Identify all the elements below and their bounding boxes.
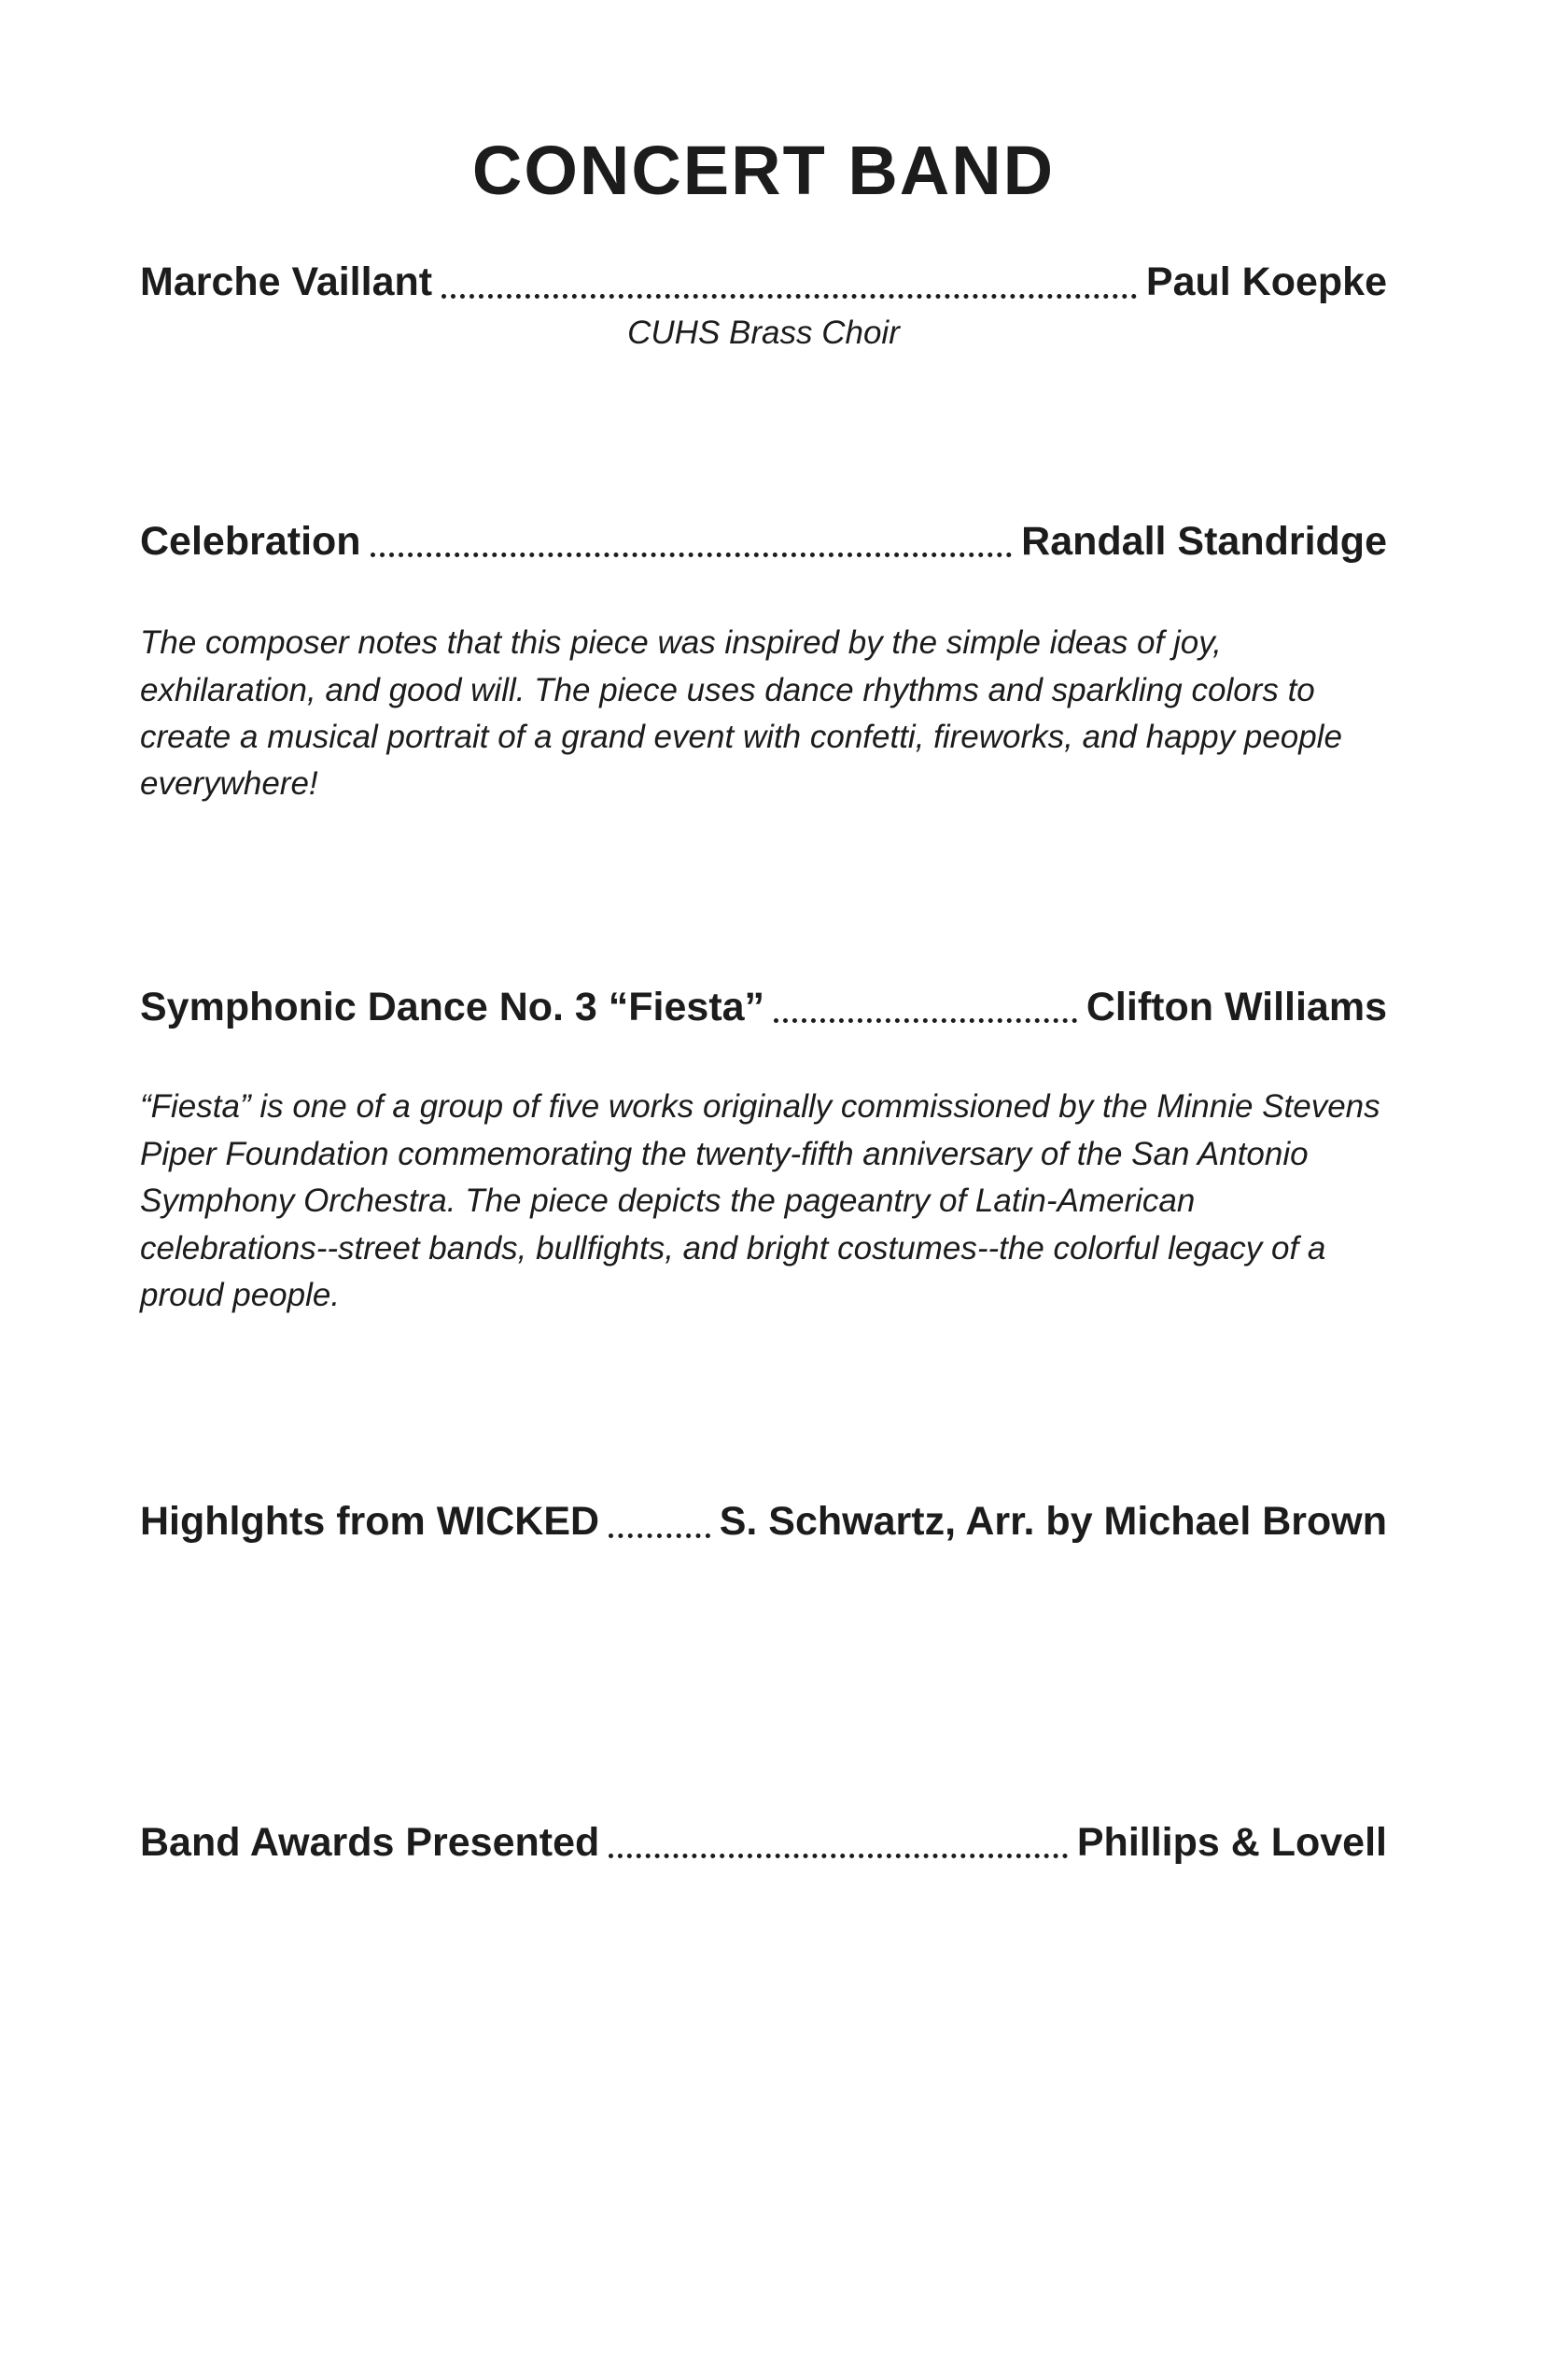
- composer-name: Phillips & Lovell: [1076, 1819, 1387, 1865]
- composer-name: Randall Standridge: [1021, 518, 1387, 564]
- composer-name: Paul Koepke: [1145, 259, 1387, 304]
- program-entry: [140, 259, 1387, 307]
- dotted-leader: [609, 1533, 710, 1538]
- program-note: The composer notes that this piece was inspired by the simple ideas of joy, exhilaration, and good will. The piece uses dance rhythms and sparkling colors to create a musical portrait of a grand event with confetti, fireworks, and happy people everywhere!: [140, 624, 1342, 803]
- program-entry: [140, 518, 1387, 567]
- piece-title: Highlghts from WICKED: [140, 1499, 600, 1545]
- performing-group-subtitle: CUHS Brass Choir: [627, 314, 900, 351]
- program-entry: [140, 1819, 1387, 1868]
- program-entry: [140, 1498, 1387, 1547]
- page-title: CONCERT BAND: [471, 132, 1056, 209]
- composer-name: Clifton Williams: [1086, 984, 1387, 1029]
- dotted-leader: [774, 1018, 1077, 1023]
- piece-title: Band Awards Presented: [140, 1819, 600, 1865]
- piece-title: Symphonic Dance No. 3 “Fiesta”: [140, 984, 765, 1029]
- dotted-leader: [609, 1854, 1068, 1858]
- program-entry: [140, 984, 1387, 1032]
- composer-name: S. Schwartz, Arr. by Michael Brown: [719, 1499, 1387, 1545]
- piece-title: Marche Vaillant: [140, 259, 433, 304]
- piece-title: Celebration: [140, 518, 361, 564]
- dotted-leader: [371, 553, 1013, 557]
- program-note: “Fiesta” is one of a group of five works originally commissioned by the Minnie Stevens Piper Foundation commemorating the twenty-fifth anniversary of the San Antonio Symphony Orchestra. The piece depicts the pageantry of Latin-American celebrations--street bands, bullfights, and bright costumes--the colorful legacy of a proud people.: [140, 1088, 1380, 1313]
- dotted-leader: [441, 294, 1137, 299]
